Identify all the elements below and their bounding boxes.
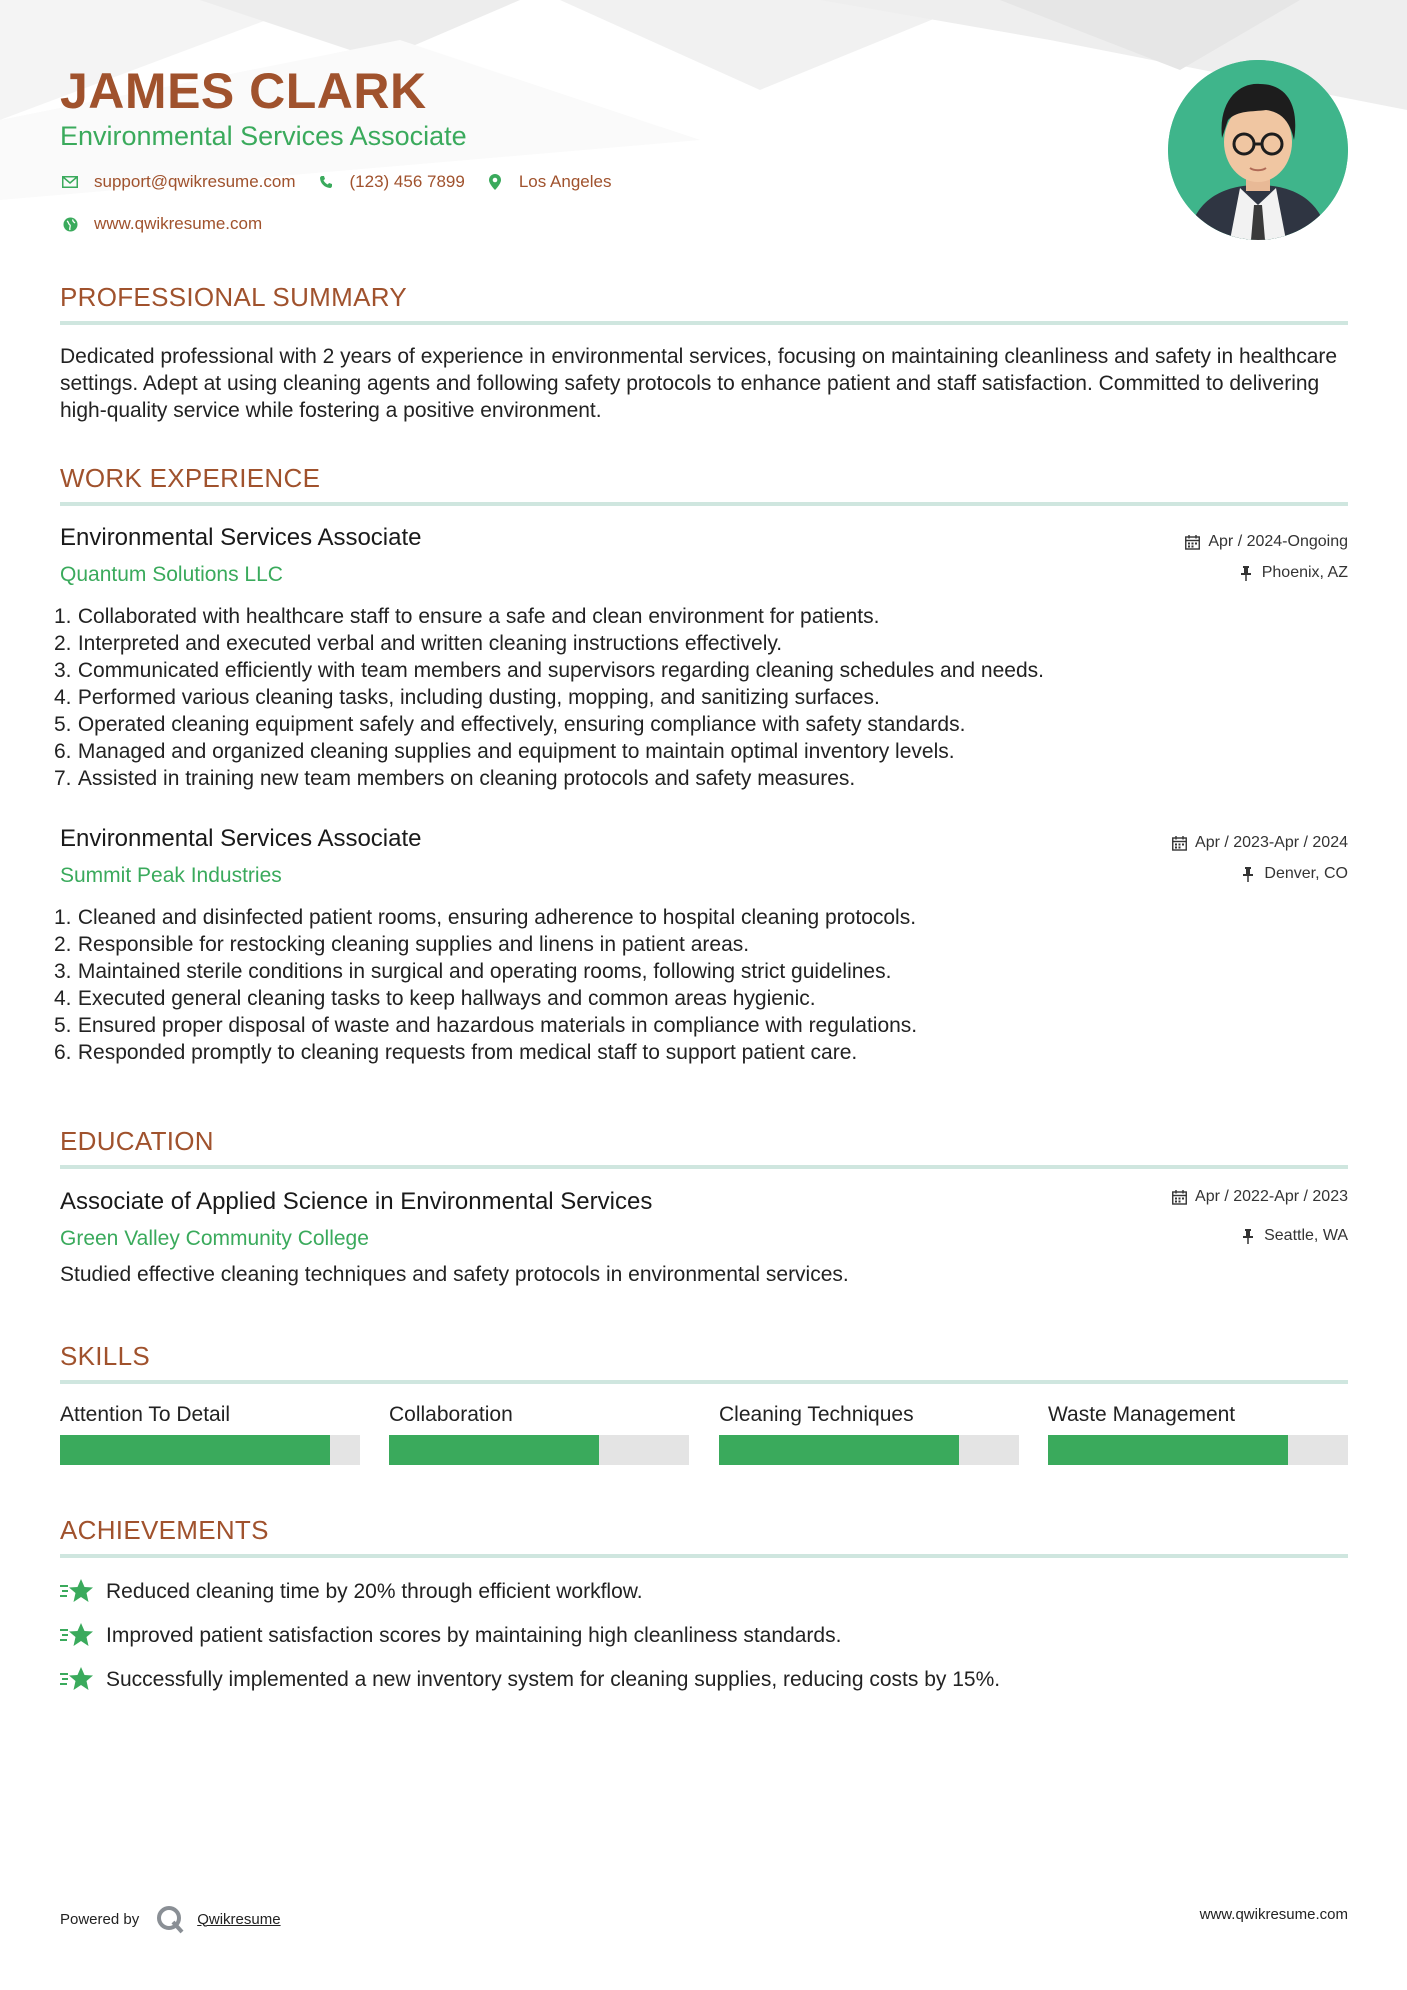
calendar-icon — [1171, 835, 1187, 851]
skill-bar — [60, 1435, 360, 1465]
qwikresume-logo-icon — [155, 1904, 185, 1934]
list-item: 3. Maintained sterile conditions in surgical and operating rooms, following strict guidelines. — [54, 960, 892, 983]
education-dates-text: Apr / 2022-Apr / 2023 — [1195, 1188, 1348, 1205]
globe-icon — [60, 214, 80, 234]
list-item: 6. Responded promptly to cleaning requests from medical staff to support patient care. — [54, 1041, 858, 1064]
section-title-summary: PROFESSIONAL SUMMARY — [60, 282, 407, 312]
pushpin-icon — [1240, 866, 1256, 882]
list-item: 4. Performed various cleaning tasks, including dusting, mopping, and sanitizing surfaces. — [54, 686, 880, 709]
job-company: Summit Peak Industries — [60, 864, 282, 887]
list-item: 5. Operated cleaning equipment safely and effectively, ensuring compliance with safety standards. — [54, 713, 966, 736]
contact-row — [60, 172, 631, 192]
section-title-skills: SKILLS — [60, 1341, 150, 1371]
job-company: Quantum Solutions LLC — [60, 563, 283, 586]
job-title: Environmental Services Associate — [60, 825, 422, 852]
list-item: 4. Executed general cleaning tasks to keep hallways and common areas hygienic. — [54, 987, 816, 1010]
envelope-icon — [60, 172, 80, 192]
job-dates — [1184, 533, 1348, 551]
school-name: Green Valley Community College — [60, 1227, 369, 1250]
website-text: www.qwikresume.com — [94, 214, 263, 233]
footer-website[interactable]: www.qwikresume.com — [1199, 1906, 1348, 1923]
calendar-icon — [1171, 1189, 1187, 1205]
map-pin-icon — [485, 172, 505, 192]
section-divider — [60, 1380, 1348, 1384]
education-location — [1240, 1227, 1348, 1245]
job-title: Environmental Services Associate — [60, 524, 422, 551]
phone-icon — [316, 172, 336, 192]
star-icon — [60, 1665, 94, 1695]
skill-item — [1048, 1403, 1348, 1427]
skill-bar — [389, 1435, 689, 1465]
brand-link[interactable]: Qwikresume — [197, 1910, 281, 1928]
skill-label: Attention To Detail — [60, 1403, 231, 1426]
list-item: 1. Collaborated with healthcare staff to ensure a safe and clean environment for patients. — [54, 605, 880, 628]
skill-item — [60, 1403, 360, 1427]
powered-by-text: Powered by — [60, 1910, 140, 1928]
achievement-text: Reduced cleaning time by 20% through efficient workflow. — [106, 1580, 643, 1603]
education-location-text: Seattle, WA — [1264, 1227, 1348, 1244]
contact-website[interactable] — [60, 214, 262, 234]
pushpin-icon — [1240, 1228, 1256, 1244]
star-icon — [60, 1621, 94, 1651]
skill-item — [719, 1403, 1019, 1427]
achievement-text: Successfully implemented a new inventory system for cleaning supplies, reducing costs by 15%. — [106, 1668, 1001, 1691]
job-bullets — [54, 603, 1348, 792]
skill-bar — [719, 1435, 1019, 1465]
degree-title: Associate of Applied Science in Environmental Services — [60, 1188, 653, 1215]
section-divider — [60, 502, 1348, 506]
email-text: support@qwikresume.com — [94, 172, 296, 191]
skill-label: Cleaning Techniques — [719, 1403, 914, 1426]
list-item: 2. Responsible for restocking cleaning supplies and linens in patient areas. — [54, 933, 750, 956]
contact-email[interactable] — [60, 172, 296, 192]
profile-photo — [1168, 60, 1348, 240]
skill-bar-fill — [1048, 1435, 1288, 1465]
summary-text: Dedicated professional with 2 years of experience in environmental services, focusing on maintaining cleanliness and safety in healthcare settings. Adept at using cleaning agents and following safety protocols to enhance patient and staff satisfaction. Committed to delivering high-quality service while fostering a positive environment. — [60, 345, 1338, 422]
list-item: 7. Assisted in training new team members on cleaning protocols and safety measures. — [54, 767, 856, 790]
skill-bar-fill — [60, 1435, 330, 1465]
phone-text: (123) 456 7899 — [349, 172, 465, 191]
education-dates — [1171, 1188, 1348, 1206]
section-divider — [60, 321, 1348, 325]
job-dates — [1171, 834, 1348, 852]
list-item: 3. Communicated efficiently with team members and supervisors regarding cleaning schedules and needs. — [54, 659, 1044, 682]
list-item: 5. Ensured proper disposal of waste and hazardous materials in compliance with regulations. — [54, 1014, 918, 1037]
job-bullets — [54, 904, 1348, 1066]
job-dates-text: Apr / 2023-Apr / 2024 — [1195, 834, 1348, 851]
location-text: Los Angeles — [518, 172, 612, 191]
section-divider — [60, 1165, 1348, 1169]
achievement-text: Improved patient satisfaction scores by maintaining high cleanliness standards. — [106, 1624, 842, 1647]
footer-powered-by — [60, 1904, 281, 1934]
contact-phone[interactable] — [316, 172, 465, 192]
job-dates-text: Apr / 2024-Ongoing — [1208, 533, 1348, 550]
pushpin-icon — [1238, 565, 1254, 581]
contact-location — [485, 172, 612, 192]
job-location-text: Phoenix, AZ — [1261, 564, 1348, 581]
list-item: 2. Interpreted and executed verbal and written cleaning instructions effectively. — [54, 632, 783, 655]
list-item: 6. Managed and organized cleaning supplies and equipment to maintain optimal inventory levels. — [54, 740, 955, 763]
calendar-icon — [1184, 534, 1200, 550]
achievement-item — [60, 1621, 841, 1651]
section-divider — [60, 1554, 1348, 1558]
job-location-text: Denver, CO — [1264, 865, 1348, 882]
skill-item — [389, 1403, 689, 1427]
skill-label: Waste Management — [1048, 1403, 1236, 1426]
section-title-achievements: ACHIEVEMENTS — [60, 1515, 269, 1545]
candidate-title: Environmental Services Associate — [60, 121, 467, 151]
job-location — [1240, 865, 1348, 883]
section-title-experience: WORK EXPERIENCE — [60, 463, 321, 493]
skill-bar-fill — [719, 1435, 959, 1465]
skill-bar-fill — [389, 1435, 599, 1465]
achievement-item — [60, 1577, 643, 1607]
star-icon — [60, 1577, 94, 1607]
contact-row-website — [60, 214, 282, 234]
education-description: Studied effective cleaning techniques and safety protocols in environmental services. — [60, 1263, 849, 1286]
achievement-item — [60, 1665, 1000, 1695]
candidate-name: JAMES CLARK — [60, 63, 427, 119]
job-location — [1238, 564, 1348, 582]
section-title-education: EDUCATION — [60, 1126, 214, 1156]
list-item: 1. Cleaned and disinfected patient rooms, ensuring adherence to hospital cleaning protocols. — [54, 906, 917, 929]
skill-bar — [1048, 1435, 1348, 1465]
skill-label: Collaboration — [389, 1403, 513, 1426]
